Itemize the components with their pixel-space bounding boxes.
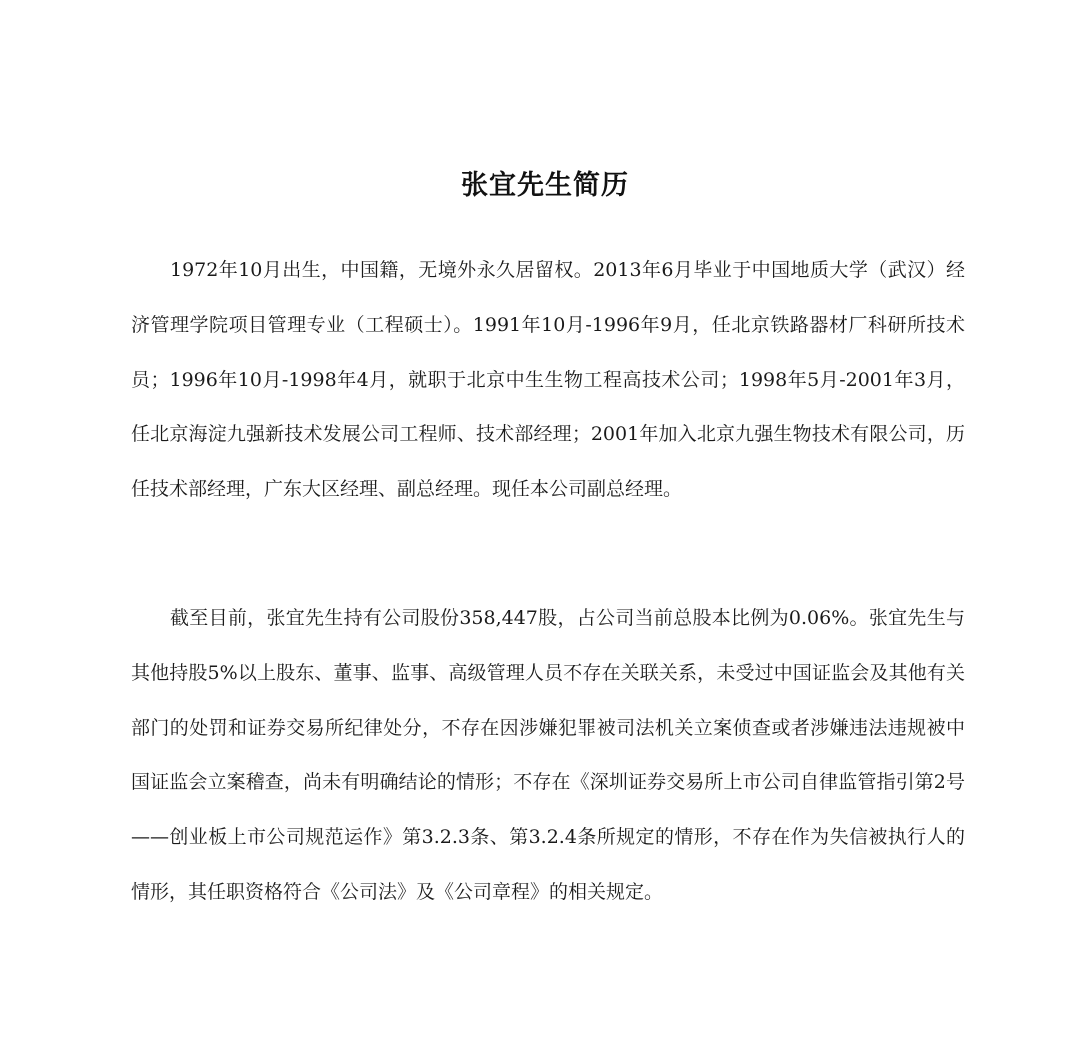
resume-paragraph: 1972年10月出生，中国籍，无境外永久居留权。2013年6月毕业于中国地质大学（武汉）经济管理学院项目管理专业（工程硕士）。1991年10月-1996年9月，任北京铁路器材厂科研所技术员；1996年10月-1998年4月，就职于北京中生生物工程高技术公司；1998年5月-2001年3月，任北京海淀九强新技术发展公司工程师、技术部经理；2001年加入北京九强生物技术有限公司，历任技术部经理，广东大区经理、副总经理。现任本公司副总经理。 (131, 259, 965, 501)
shareholding-paragraph: 截至目前，张宜先生持有公司股份358,447股，占公司当前总股本比例为0.06%。张宜先生与其他持股5%以上股东、董事、监事、高级管理人员不存在关联关系，未受过中国证监会及其他有关部门的处罚和证券交易所纪律处分，不存在因涉嫌犯罪被司法机关立案侦查或者涉嫌违法违规被中国证监会立案稽查，尚未有明确结论的情形；不存在《深圳证券交易所上市公司自律监管指引第2号——创业板上市公司规范运作》第3.2.3条、第3.2.4条所规定的情形，不存在作为失信被执行人的情形，其任职资格符合《公司法》及《公司章程》的相关规定。 (131, 607, 965, 903)
document-title: 张宜先生简历 (461, 170, 629, 201)
